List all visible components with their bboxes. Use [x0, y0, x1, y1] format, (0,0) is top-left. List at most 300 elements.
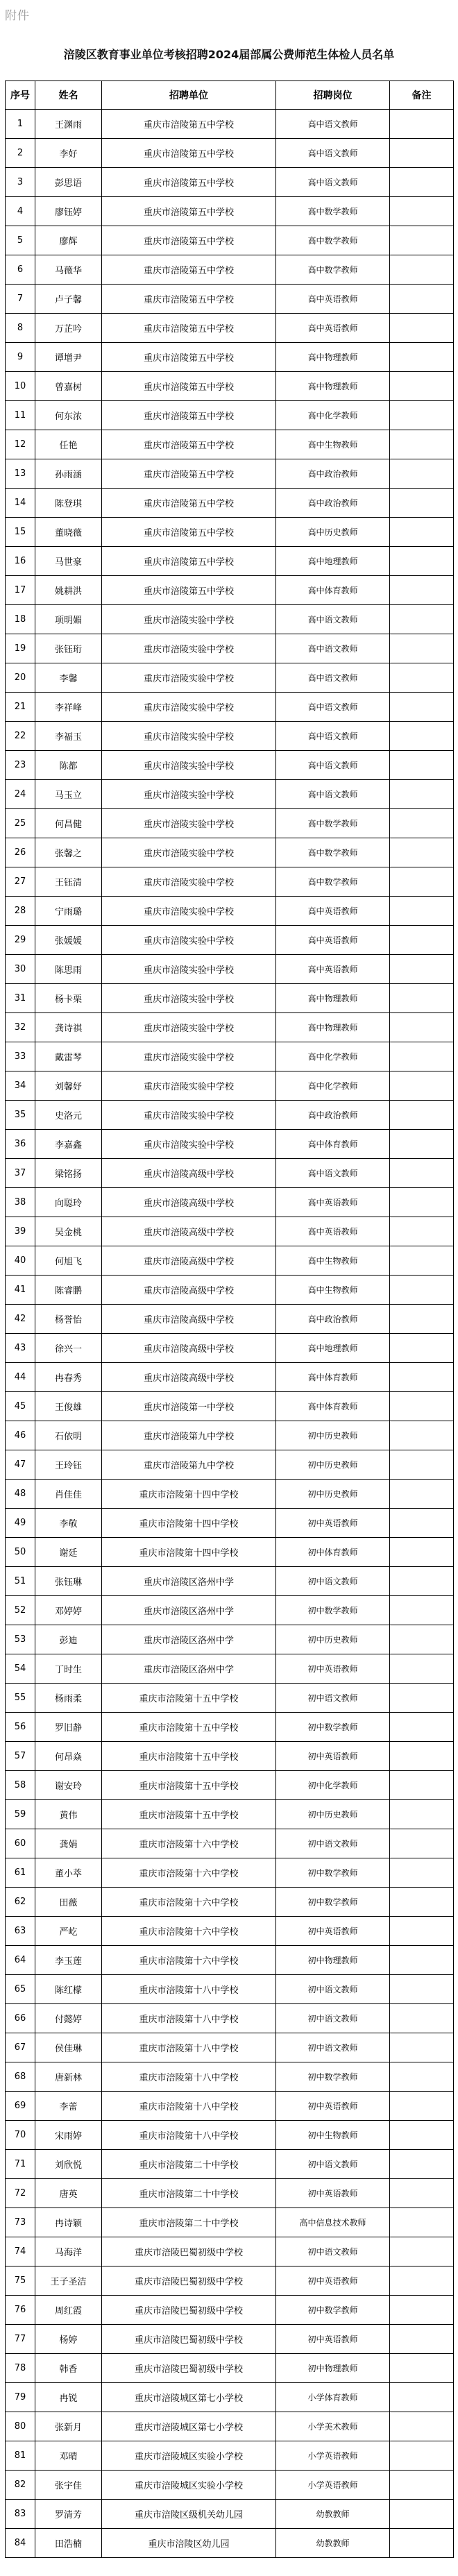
table-row: [6, 809, 454, 838]
cell-unit: 重庆市涪陵第五中学校: [102, 226, 276, 255]
cell-unit: 重庆市涪陵第五中学校: [102, 430, 276, 459]
cell-remark: [390, 1917, 454, 1946]
cell-position: 高中语文教师: [276, 751, 390, 780]
cell-remark: [390, 1596, 454, 1625]
cell-name: 董小萃: [35, 1858, 102, 1888]
cell-index: 83: [6, 2500, 35, 2529]
cell-position: 高中体育教师: [276, 576, 390, 605]
cell-name: 石依明: [35, 1421, 102, 1450]
cell-unit: 重庆市涪陵第十六中学校: [102, 1946, 276, 1975]
cell-name: 戴雷琴: [35, 1042, 102, 1071]
cell-position: 高中数学教师: [276, 197, 390, 226]
header-name: 姓名: [35, 81, 102, 110]
cell-unit: 重庆市涪陵实验中学校: [102, 984, 276, 1013]
cell-position: 幼教教师: [276, 2529, 390, 2558]
cell-name: 廖辉: [35, 226, 102, 255]
cell-name: 杨雨柔: [35, 1684, 102, 1713]
cell-remark: [390, 343, 454, 372]
cell-name: 丁时生: [35, 1654, 102, 1684]
cell-unit: 重庆市涪陵第十八中学校: [102, 2062, 276, 2092]
cell-unit: 重庆市涪陵巴蜀初级中学校: [102, 2354, 276, 2383]
cell-remark: [390, 1771, 454, 1800]
cell-name: 何东浓: [35, 401, 102, 430]
cell-remark: [390, 168, 454, 197]
cell-index: 30: [6, 955, 35, 984]
cell-position: 初中英语教师: [276, 2325, 390, 2354]
cell-position: 初中数学教师: [276, 1858, 390, 1888]
cell-index: 31: [6, 984, 35, 1013]
cell-remark: [390, 1276, 454, 1305]
cell-index: 79: [6, 2383, 35, 2412]
cell-position: 高中体育教师: [276, 1363, 390, 1392]
cell-index: 8: [6, 314, 35, 343]
cell-name: 何旭飞: [35, 1246, 102, 1276]
cell-index: 81: [6, 2441, 35, 2471]
cell-name: 孙雨涵: [35, 459, 102, 489]
table-row: [6, 2150, 454, 2179]
cell-remark: [390, 2237, 454, 2266]
table-row: [6, 1450, 454, 1480]
cell-unit: 重庆市涪陵第十六中学校: [102, 1917, 276, 1946]
cell-name: 张钰珩: [35, 634, 102, 663]
table-row: [6, 1101, 454, 1130]
cell-index: 50: [6, 1538, 35, 1567]
cell-remark: [390, 1217, 454, 1246]
table-row: [6, 1888, 454, 1917]
cell-unit: 重庆市涪陵巴蜀初级中学校: [102, 2237, 276, 2266]
table-row: [6, 1509, 454, 1538]
cell-remark: [390, 1188, 454, 1217]
cell-unit: 重庆市涪陵第十四中学校: [102, 1538, 276, 1567]
cell-remark: [390, 2296, 454, 2325]
cell-name: 张新月: [35, 2412, 102, 2441]
cell-index: 72: [6, 2179, 35, 2208]
cell-unit: 重庆市涪陵城区实验小学校: [102, 2471, 276, 2500]
table-row: [6, 2121, 454, 2150]
cell-index: 18: [6, 605, 35, 634]
cell-remark: [390, 2004, 454, 2033]
cell-name: 张媛媛: [35, 926, 102, 955]
table-row: [6, 955, 454, 984]
cell-index: 9: [6, 343, 35, 372]
cell-name: 李玉莲: [35, 1946, 102, 1975]
cell-index: 2: [6, 139, 35, 168]
cell-name: 周红霞: [35, 2296, 102, 2325]
cell-name: 梁铭扬: [35, 1159, 102, 1188]
cell-position: 幼教教师: [276, 2500, 390, 2529]
cell-position: 初中英语教师: [276, 2179, 390, 2208]
cell-name: 刘欣悦: [35, 2150, 102, 2179]
cell-unit: 重庆市涪陵城区第七小学校: [102, 2383, 276, 2412]
cell-name: 冉诗颖: [35, 2208, 102, 2237]
cell-index: 42: [6, 1305, 35, 1334]
table-row: [6, 722, 454, 751]
cell-position: 高中政治教师: [276, 459, 390, 489]
table-row: [6, 2529, 454, 2558]
cell-position: 初中语文教师: [276, 1975, 390, 2004]
header-index: 序号: [6, 81, 35, 110]
cell-position: 初中历史教师: [276, 1480, 390, 1509]
cell-position: 小学英语教师: [276, 2471, 390, 2500]
cell-remark: [390, 2412, 454, 2441]
cell-index: 64: [6, 1946, 35, 1975]
cell-index: 56: [6, 1713, 35, 1742]
cell-unit: 重庆市涪陵第二十中学校: [102, 2208, 276, 2237]
cell-remark: [390, 926, 454, 955]
cell-unit: 重庆市涪陵区洛州中学: [102, 1625, 276, 1654]
cell-name: 王子圣洁: [35, 2266, 102, 2296]
table-row: [6, 2208, 454, 2237]
cell-remark: [390, 1421, 454, 1450]
table-row: [6, 780, 454, 809]
cell-name: 冉锐: [35, 2383, 102, 2412]
cell-name: 姚耕洪: [35, 576, 102, 605]
cell-index: 43: [6, 1334, 35, 1363]
cell-unit: 重庆市涪陵实验中学校: [102, 1130, 276, 1159]
document-title: 涪陵区教育事业单位考核招聘2024届部属公费师范生体检人员名单: [63, 48, 395, 61]
cell-position: 高中数学教师: [276, 867, 390, 897]
cell-unit: 重庆市涪陵第二十中学校: [102, 2150, 276, 2179]
cell-remark: [390, 2529, 454, 2558]
cell-unit: 重庆市涪陵第五中学校: [102, 547, 276, 576]
cell-index: 49: [6, 1509, 35, 1538]
cell-position: 初中英语教师: [276, 1742, 390, 1771]
cell-unit: 重庆市涪陵实验中学校: [102, 926, 276, 955]
cell-position: 初中英语教师: [276, 1509, 390, 1538]
table-row: [6, 1975, 454, 2004]
table-row: [6, 372, 454, 401]
cell-unit: 重庆市涪陵第十八中学校: [102, 1975, 276, 2004]
cell-position: 高中英语教师: [276, 1217, 390, 1246]
cell-unit: 重庆市涪陵第十六中学校: [102, 1888, 276, 1917]
cell-index: 67: [6, 2033, 35, 2062]
cell-remark: [390, 1888, 454, 1917]
cell-position: 初中体育教师: [276, 1538, 390, 1567]
cell-unit: 重庆市涪陵第五中学校: [102, 343, 276, 372]
cell-name: 陈登琪: [35, 489, 102, 518]
cell-name: 陈都: [35, 751, 102, 780]
cell-name: 马世豪: [35, 547, 102, 576]
cell-index: 69: [6, 2092, 35, 2121]
cell-name: 李馨: [35, 663, 102, 693]
cell-remark: [390, 1101, 454, 1130]
cell-position: 高中物理教师: [276, 984, 390, 1013]
cell-name: 何昌健: [35, 809, 102, 838]
cell-remark: [390, 2383, 454, 2412]
cell-remark: [390, 401, 454, 430]
table-row: [6, 1917, 454, 1946]
cell-name: 杨卡栗: [35, 984, 102, 1013]
table-row: [6, 401, 454, 430]
cell-position: 初中语文教师: [276, 1684, 390, 1713]
table-body: [6, 110, 454, 2558]
cell-position: 高中历史教师: [276, 518, 390, 547]
cell-remark: [390, 1713, 454, 1742]
cell-remark: [390, 2266, 454, 2296]
cell-index: 3: [6, 168, 35, 197]
table-row: [6, 1188, 454, 1217]
cell-index: 45: [6, 1392, 35, 1421]
table-row: [6, 1276, 454, 1305]
cell-position: 高中物理教师: [276, 372, 390, 401]
cell-unit: 重庆市涪陵实验中学校: [102, 1071, 276, 1101]
table-row: [6, 1858, 454, 1888]
cell-position: 小学体育教师: [276, 2383, 390, 2412]
cell-index: 16: [6, 547, 35, 576]
cell-position: 高中英语教师: [276, 955, 390, 984]
table-row: [6, 1071, 454, 1101]
cell-unit: 重庆市涪陵第十五中学校: [102, 1684, 276, 1713]
cell-index: 80: [6, 2412, 35, 2441]
cell-unit: 重庆市涪陵第五中学校: [102, 489, 276, 518]
cell-unit: 重庆市涪陵实验中学校: [102, 809, 276, 838]
cell-index: 63: [6, 1917, 35, 1946]
cell-unit: 重庆市涪陵第十五中学校: [102, 1742, 276, 1771]
cell-index: 65: [6, 1975, 35, 2004]
cell-unit: 重庆市涪陵实验中学校: [102, 1013, 276, 1042]
cell-remark: [390, 1829, 454, 1858]
cell-unit: 重庆市涪陵实验中学校: [102, 693, 276, 722]
cell-unit: 重庆市涪陵实验中学校: [102, 1101, 276, 1130]
cell-unit: 重庆市涪陵区洛州中学: [102, 1567, 276, 1596]
cell-unit: 重庆市涪陵第十六中学校: [102, 1829, 276, 1858]
table-row: [6, 139, 454, 168]
roster-table: [5, 80, 454, 2558]
cell-name: 谭增尹: [35, 343, 102, 372]
table-row: [6, 197, 454, 226]
cell-unit: 重庆市涪陵第五中学校: [102, 197, 276, 226]
cell-unit: 重庆市涪陵第五中学校: [102, 314, 276, 343]
cell-unit: 重庆市涪陵第九中学校: [102, 1450, 276, 1480]
cell-position: 初中英语教师: [276, 1654, 390, 1684]
cell-position: 初中数学教师: [276, 2062, 390, 2092]
table-row: [6, 1625, 454, 1654]
cell-remark: [390, 2033, 454, 2062]
cell-unit: 重庆市涪陵第十六中学校: [102, 1858, 276, 1888]
cell-index: 7: [6, 285, 35, 314]
cell-position: 高中体育教师: [276, 1392, 390, 1421]
cell-position: 初中化学教师: [276, 1771, 390, 1800]
table-row: [6, 430, 454, 459]
cell-remark: [390, 2121, 454, 2150]
table-row: [6, 1130, 454, 1159]
cell-remark: [390, 1450, 454, 1480]
table-row: [6, 255, 454, 285]
table-row: [6, 897, 454, 926]
cell-unit: 重庆市涪陵第十八中学校: [102, 2092, 276, 2121]
cell-remark: [390, 2441, 454, 2471]
cell-name: 李祥峰: [35, 693, 102, 722]
cell-position: 高中物理教师: [276, 1013, 390, 1042]
table-row: [6, 1713, 454, 1742]
cell-unit: 重庆市涪陵第十八中学校: [102, 2004, 276, 2033]
cell-position: 高中化学教师: [276, 401, 390, 430]
cell-index: 54: [6, 1654, 35, 1684]
table-row: [6, 2354, 454, 2383]
cell-unit: 重庆市涪陵第五中学校: [102, 139, 276, 168]
table-row: [6, 1742, 454, 1771]
cell-name: 陈思雨: [35, 955, 102, 984]
cell-index: 76: [6, 2296, 35, 2325]
cell-position: 初中历史教师: [276, 1421, 390, 1450]
cell-unit: 重庆市涪陵巴蜀初级中学校: [102, 2296, 276, 2325]
cell-remark: [390, 314, 454, 343]
cell-remark: [390, 489, 454, 518]
cell-remark: [390, 197, 454, 226]
table-row: [6, 1305, 454, 1334]
cell-remark: [390, 1042, 454, 1071]
cell-remark: [390, 809, 454, 838]
cell-remark: [390, 1975, 454, 2004]
cell-remark: [390, 1013, 454, 1042]
cell-unit: 重庆市涪陵城区第七小学校: [102, 2412, 276, 2441]
cell-name: 彭思语: [35, 168, 102, 197]
cell-index: 46: [6, 1421, 35, 1450]
cell-position: 初中英语教师: [276, 2266, 390, 2296]
cell-index: 35: [6, 1101, 35, 1130]
table-row: [6, 1567, 454, 1596]
cell-name: 项明媚: [35, 605, 102, 634]
cell-position: 高中政治教师: [276, 489, 390, 518]
cell-index: 19: [6, 634, 35, 663]
cell-name: 李嘉鑫: [35, 1130, 102, 1159]
cell-remark: [390, 1071, 454, 1101]
cell-name: 王钰清: [35, 867, 102, 897]
cell-name: 严屹: [35, 1917, 102, 1946]
cell-name: 马海洋: [35, 2237, 102, 2266]
cell-position: 高中语文教师: [276, 605, 390, 634]
table-row: [6, 1654, 454, 1684]
cell-name: 王渊雨: [35, 110, 102, 139]
cell-unit: 重庆市涪陵实验中学校: [102, 867, 276, 897]
table-row: [6, 168, 454, 197]
cell-remark: [390, 372, 454, 401]
cell-unit: 重庆市涪陵第五中学校: [102, 285, 276, 314]
cell-index: 66: [6, 2004, 35, 2033]
cell-unit: 重庆市涪陵高级中学校: [102, 1305, 276, 1334]
table-row: [6, 2325, 454, 2354]
table-row: [6, 634, 454, 663]
cell-index: 27: [6, 867, 35, 897]
cell-name: 彭迪: [35, 1625, 102, 1654]
cell-remark: [390, 1130, 454, 1159]
cell-position: 高中语文教师: [276, 663, 390, 693]
table-row: [6, 2266, 454, 2296]
cell-index: 20: [6, 663, 35, 693]
table-row: [6, 1596, 454, 1625]
cell-position: 高中语文教师: [276, 780, 390, 809]
cell-name: 宁雨璐: [35, 897, 102, 926]
cell-name: 王俊雄: [35, 1392, 102, 1421]
cell-name: 杨婷: [35, 2325, 102, 2354]
cell-index: 73: [6, 2208, 35, 2237]
cell-remark: [390, 1305, 454, 1334]
cell-index: 40: [6, 1246, 35, 1276]
cell-remark: [390, 547, 454, 576]
cell-position: 初中语文教师: [276, 2150, 390, 2179]
table-row: [6, 1013, 454, 1042]
cell-index: 59: [6, 1800, 35, 1829]
cell-remark: [390, 226, 454, 255]
cell-remark: [390, 110, 454, 139]
cell-name: 徐兴一: [35, 1334, 102, 1363]
cell-name: 王玲钰: [35, 1450, 102, 1480]
cell-position: 初中语文教师: [276, 2004, 390, 2033]
cell-index: 57: [6, 1742, 35, 1771]
cell-position: 高中生物教师: [276, 1246, 390, 1276]
cell-unit: 重庆市涪陵第五中学校: [102, 255, 276, 285]
table-row: [6, 1421, 454, 1450]
table-row: [6, 518, 454, 547]
cell-remark: [390, 838, 454, 867]
cell-index: 52: [6, 1596, 35, 1625]
cell-name: 付懿婷: [35, 2004, 102, 2033]
cell-name: 邓婷婷: [35, 1596, 102, 1625]
cell-remark: [390, 867, 454, 897]
cell-index: 17: [6, 576, 35, 605]
cell-unit: 重庆市涪陵第五中学校: [102, 372, 276, 401]
table-row: [6, 110, 454, 139]
cell-name: 刘馨妤: [35, 1071, 102, 1101]
cell-remark: [390, 1392, 454, 1421]
table-row: [6, 2471, 454, 2500]
cell-index: 41: [6, 1276, 35, 1305]
cell-name: 龚娟: [35, 1829, 102, 1858]
cell-remark: [390, 693, 454, 722]
cell-remark: [390, 139, 454, 168]
cell-remark: [390, 1246, 454, 1276]
cell-index: 71: [6, 2150, 35, 2179]
cell-name: 陈睿鹏: [35, 1276, 102, 1305]
cell-remark: [390, 605, 454, 634]
cell-unit: 重庆市涪陵城区实验小学校: [102, 2441, 276, 2471]
cell-position: 高中英语教师: [276, 1188, 390, 1217]
cell-remark: [390, 1334, 454, 1363]
table-row: [6, 1363, 454, 1392]
table-row: [6, 1217, 454, 1246]
table-row: [6, 605, 454, 634]
cell-unit: 重庆市涪陵实验中学校: [102, 663, 276, 693]
cell-name: 李敬: [35, 1509, 102, 1538]
cell-name: 董晓薇: [35, 518, 102, 547]
cell-position: 高中数学教师: [276, 255, 390, 285]
cell-index: 39: [6, 1217, 35, 1246]
cell-index: 77: [6, 2325, 35, 2354]
cell-position: 小学美术教师: [276, 2412, 390, 2441]
cell-position: 初中数学教师: [276, 1596, 390, 1625]
cell-position: 初中历史教师: [276, 1450, 390, 1480]
attachment-label: 附件: [5, 9, 30, 23]
table-row: [6, 1800, 454, 1829]
cell-remark: [390, 2150, 454, 2179]
cell-name: 何昂焱: [35, 1742, 102, 1771]
cell-index: 37: [6, 1159, 35, 1188]
cell-index: 1: [6, 110, 35, 139]
cell-remark: [390, 1654, 454, 1684]
table-row: [6, 2296, 454, 2325]
cell-position: 初中数学教师: [276, 2296, 390, 2325]
cell-unit: 重庆市涪陵实验中学校: [102, 751, 276, 780]
table-row: [6, 343, 454, 372]
cell-remark: [390, 459, 454, 489]
cell-unit: 重庆市涪陵高级中学校: [102, 1363, 276, 1392]
cell-position: 初中生物教师: [276, 2121, 390, 2150]
cell-remark: [390, 1742, 454, 1771]
cell-position: 初中英语教师: [276, 1917, 390, 1946]
cell-index: 53: [6, 1625, 35, 1654]
cell-index: 24: [6, 780, 35, 809]
cell-index: 82: [6, 2471, 35, 2500]
